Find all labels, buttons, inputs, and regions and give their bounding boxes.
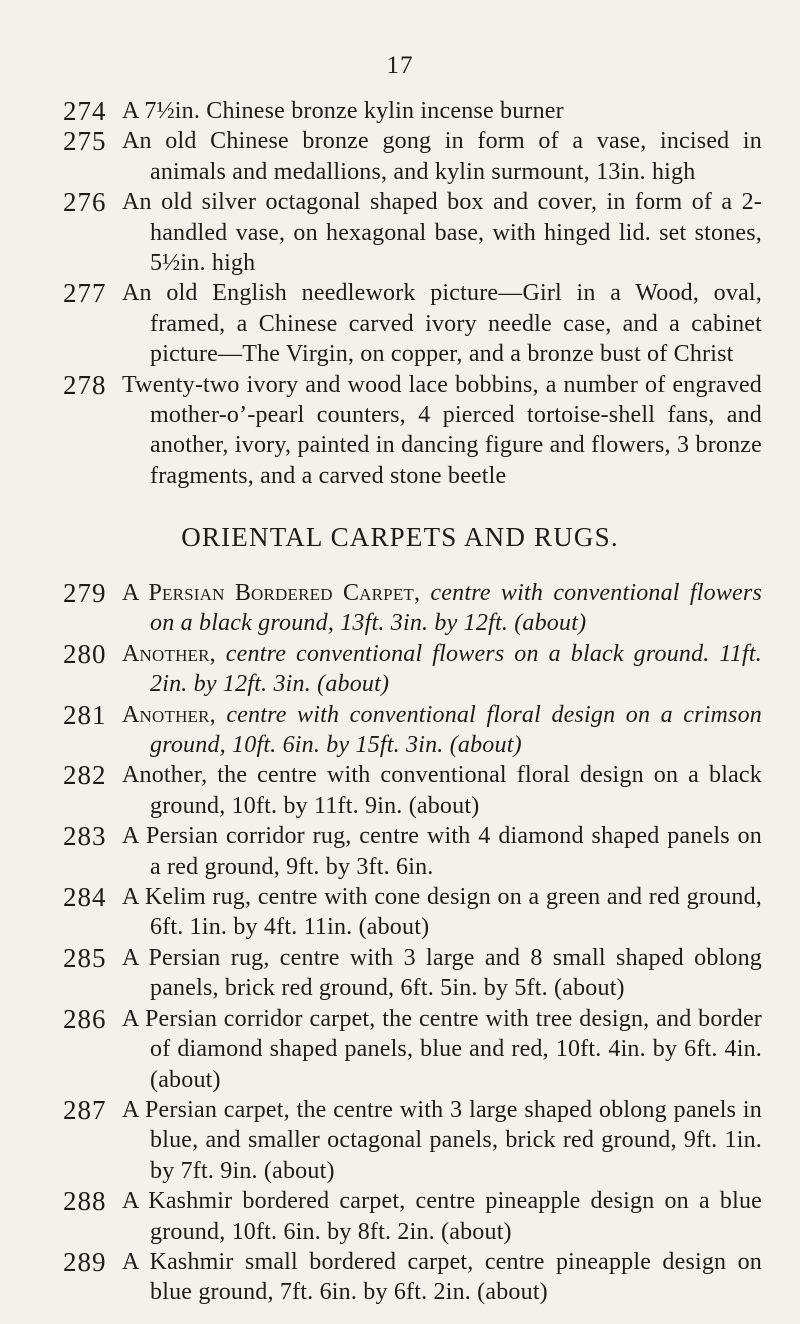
lot-description: A Persian corridor rug, centre with 4 diamond shaped panels on a red ground, 9ft. by 3ft. 6in. <box>122 823 762 880</box>
lot-entry <box>0 1004 800 1095</box>
page-number: 17 <box>386 52 414 79</box>
lot-entry <box>0 943 800 1004</box>
lot-entry <box>0 96 800 126</box>
lot-description: A Kashmir small bordered carpet, centre pineapple design on blue ground, 7ft. 6in. by 6ft. 2in. (about) <box>122 1248 762 1306</box>
lot-description: A Persian corridor carpet, the centre with tree design, and border of diamond shaped panels, blue and red, 10ft. 4in. by 6ft. 4in. (about) <box>122 1005 762 1093</box>
lot-entry <box>0 821 800 882</box>
lot-number: 286 <box>63 1003 107 1034</box>
lot-description: Twenty-two ivory and wood lace bobbins, a number of engraved mother-o’-pearl counters, 4 pierced tortoise-shell fans, and another, ivory, painted in dancing figure and flowers, 3 bronze fragments, and a carved stone beetle <box>122 371 762 489</box>
lot-entry <box>0 187 800 278</box>
lot-number: 284 <box>63 882 107 913</box>
lot-description: An old silver octagonal shaped box and cover, in form of a 2-handled vase, on hexagonal base, with hinged lid. set stones, 5½in. high <box>122 189 762 277</box>
lot-entry <box>0 370 800 492</box>
lot-description: A Persian Bordered Carpet, centre with conventional flowers on a black ground, 13ft. 3in. by 12ft. (about) <box>122 580 762 637</box>
lot-description: A Persian carpet, the centre with 3 large shaped oblong panels in blue, and smaller octagonal panels, brick red ground, 9ft. 1in. by 7ft. 9in. (about) <box>122 1096 762 1184</box>
lot-description: A Kashmir bordered carpet, centre pineapple design on a blue ground, 10ft. 6in. by 8ft. 2in. (about) <box>122 1188 762 1245</box>
lot-description: A 7½in. Chinese bronze kylin incense burner <box>122 98 564 124</box>
lot-number: 281 <box>63 699 107 730</box>
lot-description: A Kelim rug, centre with cone design on a green and red ground, 6ft. 1in. by 4ft. 11in. (about) <box>122 884 762 941</box>
lot-number: 283 <box>63 821 107 852</box>
lot-number: 282 <box>63 760 107 791</box>
lot-list-carpets <box>0 578 800 1308</box>
lot-entry <box>0 126 800 187</box>
lot-number: 289 <box>63 1246 107 1277</box>
lot-number: 285 <box>63 942 107 973</box>
lot-number: 280 <box>63 638 107 669</box>
lot-description: A Persian rug, centre with 3 large and 8 small shaped oblong panels, brick red ground, 6ft. 5in. by 5ft. (about) <box>122 944 762 1002</box>
lot-number: 274 <box>63 96 107 126</box>
lot-number: 288 <box>63 1186 107 1217</box>
lot-number: 277 <box>63 278 107 309</box>
lot-entry <box>0 278 800 369</box>
lot-entry <box>0 1095 800 1186</box>
lot-entry <box>0 1247 800 1308</box>
section-heading: ORIENTAL CARPETS AND RUGS. <box>181 522 619 552</box>
lot-number: 279 <box>63 578 107 608</box>
lot-description: Another, centre with conventional floral design on a crimson ground, 10ft. 6in. by 15ft. 3in. (about) <box>122 701 762 759</box>
lot-description: An old Chinese bronze gong in form of a vase, incised in animals and medallions, and kylin surmount, 13in. high <box>122 128 762 185</box>
lot-entry <box>0 700 800 761</box>
lot-entry <box>0 1186 800 1247</box>
lot-entry <box>0 639 800 700</box>
lot-number: 287 <box>63 1094 107 1125</box>
lot-description: Another, the centre with conventional floral design on a black ground, 10ft. by 11ft. 9in. (about) <box>122 762 762 819</box>
lot-description: An old English needlework picture—Girl in a Wood, oval, framed, a Chinese carved ivory needle case, and a cabinet picture—The Virgin, on copper, and a bronze bust of Christ <box>122 280 762 368</box>
lot-description: Another, centre conventional flowers on a black ground. 11ft. 2in. by 12ft. 3in. (about) <box>122 640 762 698</box>
lot-number: 276 <box>63 187 107 218</box>
lot-number: 278 <box>63 369 107 400</box>
lot-entry <box>0 882 800 943</box>
lot-list-objects <box>0 96 800 491</box>
lot-entry <box>0 760 800 821</box>
lot-entry <box>0 578 800 639</box>
lot-number: 275 <box>63 126 107 157</box>
